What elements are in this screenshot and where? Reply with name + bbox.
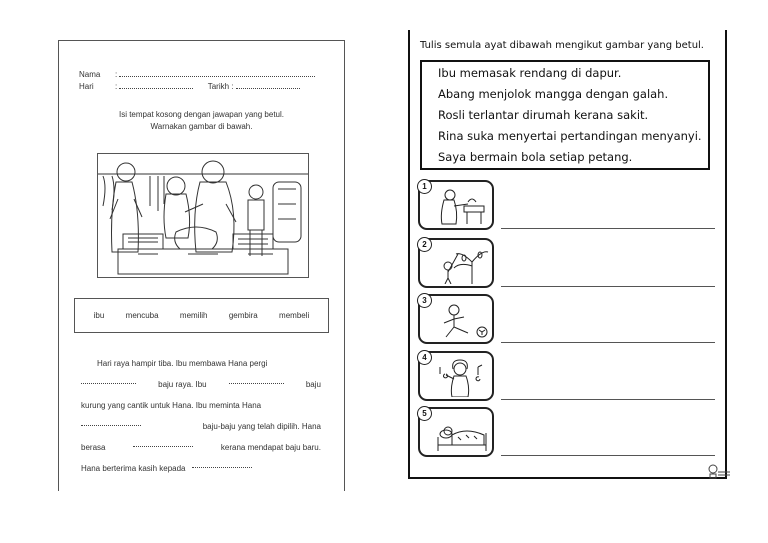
picture-card-2 [418,238,494,288]
hari-blank[interactable] [119,80,193,89]
picture-card-4 [418,351,494,401]
cooking-woman-icon [434,188,490,226]
nama-field [79,68,315,79]
paragraph-line: Hari raya hampir tiba. Ibu membawa Hana pergi [97,359,268,368]
answer-blank[interactable] [133,437,193,447]
answer-blank[interactable] [229,374,284,384]
answer-blank[interactable] [81,374,136,384]
instruction-line-2: Warnakan gambar di bawah. [150,122,253,131]
sentence-3: Rosli terlantar dirumah kerana sakit. [438,108,649,122]
tarikh-separator: : [231,82,234,91]
tarikh-label: Tarikh [207,82,230,91]
word-option: mencuba [125,311,159,320]
sentence-2: Abang menjolok mangga dengan galah. [438,87,669,101]
nama-separator: : [115,70,118,79]
word-option: membeli [279,311,310,320]
worksheet-left [58,40,345,491]
sick-person-in-bed-icon [434,415,490,453]
publisher-logo-icon [706,462,732,480]
hari-separator: : [115,82,118,91]
sentence-5: Saya bermain bola setiap petang. [438,150,633,164]
answer-blank[interactable] [81,416,141,426]
tarikh-blank[interactable] [236,80,300,89]
number-badge: 1 [417,179,432,194]
word-option: gembira [228,311,258,320]
paragraph-line: berasa kerana mendapat baju baru. [81,437,321,458]
hari-field [79,80,300,91]
sentence-4: Rina suka menyertai pertandingan menyanyi. [438,129,702,143]
instruction-line-1: Isi tempat kosong dengan jawapan yang betul. [118,110,284,119]
picture-card-5 [418,407,494,457]
hari-label: Hari [79,82,94,91]
answer-line-2[interactable] [501,286,715,287]
paragraph-line: baju raya. Ibu baju [81,374,321,395]
word-option: memilih [179,311,208,320]
coloring-picture [97,153,309,278]
number-badge: 5 [417,406,432,421]
boy-kicking-ball-icon [434,302,490,340]
answer-line-4[interactable] [501,399,715,400]
worksheet-right [408,30,727,479]
boy-picking-mango-icon [434,246,490,284]
sentence-1: Ibu memasak rendang di dapur. [438,66,622,80]
paragraph-line: Hana berterima kasih kepada [81,458,321,479]
answer-line-5[interactable] [501,455,715,456]
answer-line-1[interactable] [501,228,715,229]
paragraph-line: kurung yang cantik untuk Hana. Ibu meminta Hana [81,401,262,410]
sentence-box [420,60,710,170]
fill-in-paragraph [81,353,321,479]
number-badge: 2 [417,237,432,252]
number-badge: 3 [417,293,432,308]
girl-singing-icon [434,359,490,397]
word-option: ibu [93,311,105,320]
picture-card-1 [418,180,494,230]
answer-line-3[interactable] [501,342,715,343]
paragraph-line: baju-baju yang telah dipilih. Hana [81,416,321,437]
word-bank [74,298,329,333]
picture-card-3 [418,294,494,344]
number-badge: 4 [417,350,432,365]
nama-blank[interactable] [119,68,315,77]
nama-label: Nama [79,70,101,79]
answer-blank[interactable] [192,458,252,468]
right-instruction: Tulis semula ayat dibawah mengikut gambar yang betul. [420,40,704,51]
